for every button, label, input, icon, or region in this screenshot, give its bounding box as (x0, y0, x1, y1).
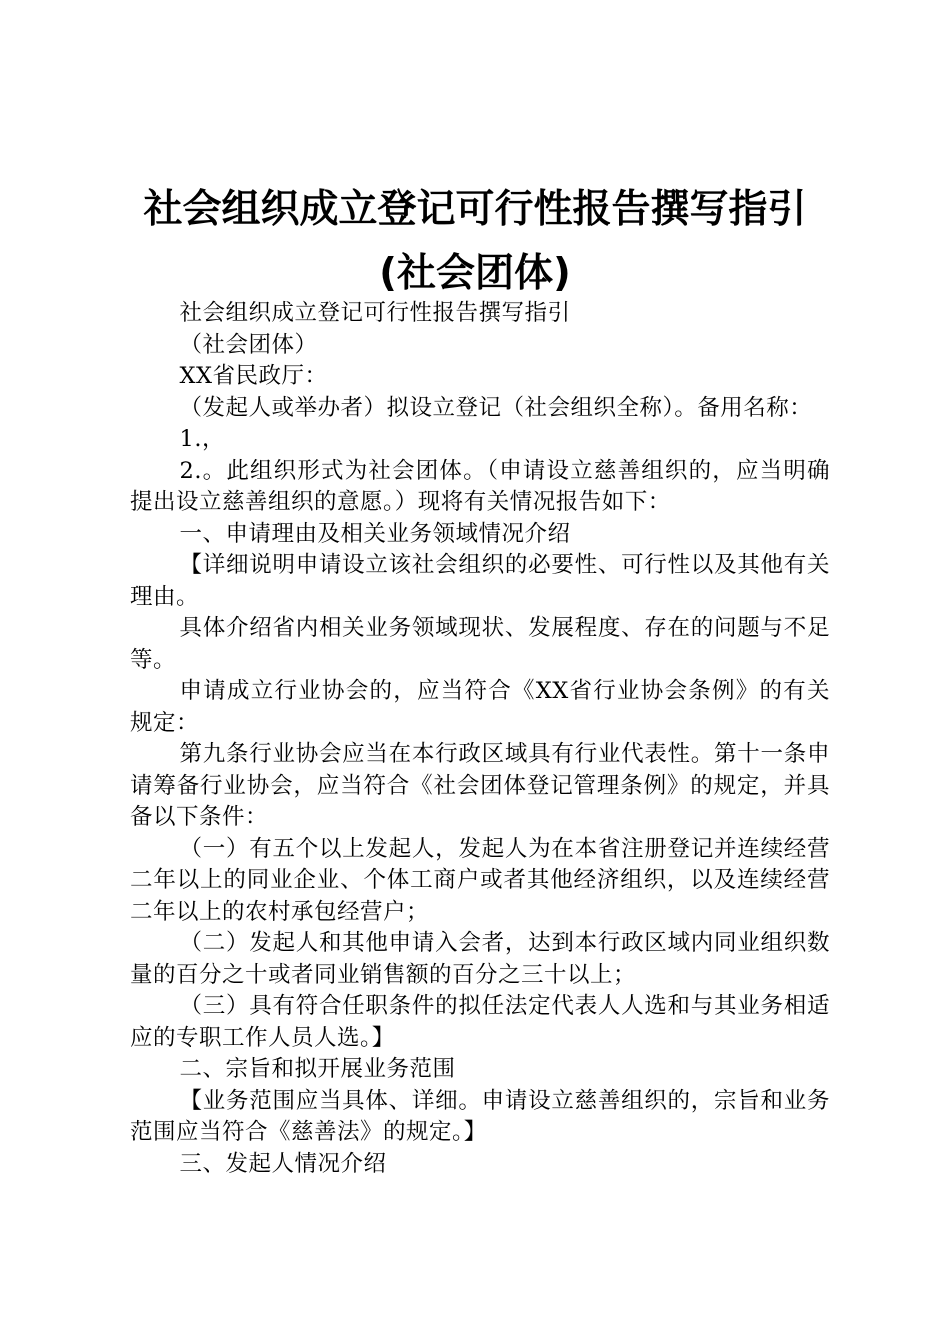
paragraph: 【业务范围应当具体、详细。申请设立慈善组织的，宗旨和业务范围应当符合《慈善法》的规定。】 (130, 1087, 830, 1145)
paragraph: （一）有五个以上发起人，发起人为在本省注册登记并连续经营二年以上的同业企业、个体工商户或者其他经济组织，以及连续经营二年以上的农村承包经营户； (130, 835, 830, 925)
paragraph: （三）具有符合任职条件的拟任法定代表人人选和与其业务相适应的专职工作人员人选。】 (130, 993, 830, 1051)
paragraph: XX省民政厅： (179, 363, 328, 389)
paragraph: 2.。此组织形式为社会团体。（申请设立慈善组织的，应当明确提出设立慈善组织的意愿。）现将有关情况报告如下： (130, 457, 830, 515)
section-heading: 二、宗旨和拟开展业务范围 (179, 1056, 456, 1082)
paragraph: （发起人或举办者）拟设立登记（社会组织全称）。备用名称： (179, 394, 813, 421)
paragraph: 社会组织成立登记可行性报告撰写指引 (179, 300, 571, 326)
document-title: 社会组织成立登记可行性报告撰写指引(社会团体) (143, 187, 807, 296)
paragraph: （二）发起人和其他申请入会者，达到本行政区域内同业组织数量的百分之十或者同业销售额的百分之三十以上； (130, 930, 830, 988)
section-heading: 一、申请理由及相关业务领域情况介绍 (179, 520, 571, 547)
paragraph: 申请成立行业协会的，应当符合《XX省行业协会条例》的有关规定： (130, 678, 830, 736)
section-heading: 三、发起人情况介绍 (179, 1150, 387, 1177)
paragraph: 具体介绍省内相关业务领域现状、发展程度、存在的问题与不足等。 (130, 615, 830, 673)
paragraph: 1.， (179, 426, 225, 452)
paragraph: 第九条行业协会应当在本行政区域具有行业代表性。第十一条申请筹备行业协会，应当符合《社会团体登记管理条例》的规定，并具备以下条件： (130, 741, 830, 830)
document-body (130, 298, 830, 1180)
paragraph: （社会团体） (179, 331, 318, 358)
paragraph: 【详细说明申请设立该社会组织的必要性、可行性以及其他有关理由。 (130, 552, 830, 610)
